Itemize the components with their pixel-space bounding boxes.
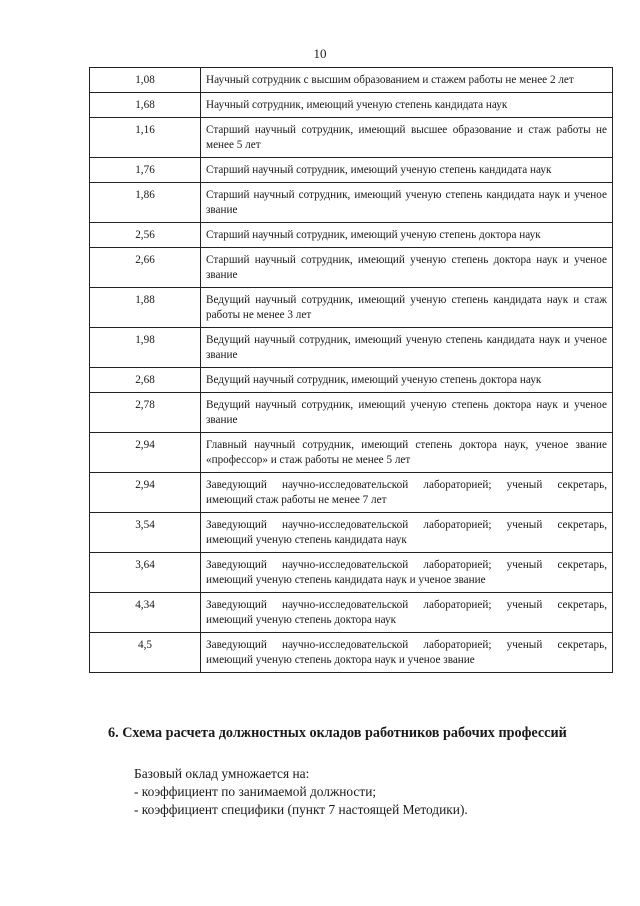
coefficient-cell: 2,66 [90,248,201,288]
coefficient-cell: 1,98 [90,328,201,368]
section-heading: 6. Схема расчета должностных окладов работников рабочих профессий [108,725,567,741]
table-row [90,553,613,593]
coefficient-cell: 1,88 [90,288,201,328]
position-cell: Ведущий научный сотрудник, имеющий ученую степень доктора наук и ученое звание [201,393,613,433]
table-row [90,118,613,158]
position-cell: Заведующий научно-исследовательской лабораторией; ученый секретарь, имеющий ученую степень доктора наук [201,593,613,633]
body-line: - коэффициент по занимаемой должности; [134,784,377,799]
position-cell: Научный сотрудник, имеющий ученую степень кандидата наук [201,93,613,118]
table-row [90,288,613,328]
position-cell: Старший научный сотрудник, имеющий ученую степень кандидата наук [201,158,613,183]
coefficient-cell: 2,68 [90,368,201,393]
position-cell: Старший научный сотрудник, имеющий высшее образование и стаж работы не менее 5 лет [201,118,613,158]
table-row [90,633,613,673]
coefficient-cell: 3,64 [90,553,201,593]
page-number: 10 [313,46,327,61]
position-cell: Научный сотрудник с высшим образованием и стажем работы не менее 2 лет [201,68,613,93]
table-row [90,68,613,93]
position-cell: Старший научный сотрудник, имеющий ученую степень доктора наук и ученое звание [201,248,613,288]
table-row [90,248,613,288]
table-row [90,593,613,633]
table-row [90,433,613,473]
coefficient-cell: 1,86 [90,183,201,223]
table-row [90,368,613,393]
position-cell: Заведующий научно-исследовательской лабораторией; ученый секретарь, имеющий стаж работы не менее 7 лет [201,473,613,513]
table-row [90,183,613,223]
coefficient-cell: 2,78 [90,393,201,433]
coefficient-cell: 1,08 [90,68,201,93]
table-row [90,513,613,553]
body-line: - коэффициент специфики (пункт 7 настоящей Методики). [134,802,468,817]
table-row [90,93,613,118]
coefficient-cell: 1,76 [90,158,201,183]
coefficient-cell: 1,16 [90,118,201,158]
coefficient-cell: 4,34 [90,593,201,633]
position-cell: Заведующий научно-исследовательской лабораторией; ученый секретарь, имеющий ученую степень доктора наук и ученое звание [201,633,613,673]
table-row [90,223,613,248]
section-body [134,765,614,819]
coefficient-table [89,67,613,673]
coefficient-cell: 1,68 [90,93,201,118]
position-cell: Ведущий научный сотрудник, имеющий ученую степень доктора наук [201,368,613,393]
position-cell: Главный научный сотрудник, имеющий степень доктора наук, ученое звание «профессор» и стаж работы не менее 5 лет [201,433,613,473]
position-cell: Старший научный сотрудник, имеющий ученую степень кандидата наук и ученое звание [201,183,613,223]
position-cell: Заведующий научно-исследовательской лабораторией; ученый секретарь, имеющий ученую степень кандидата наук и ученое звание [201,553,613,593]
body-line: Базовый оклад умножается на: [134,766,310,781]
position-cell: Ведущий научный сотрудник, имеющий ученую степень кандидата наук и ученое звание [201,328,613,368]
position-cell: Заведующий научно-исследовательской лабораторией; ученый секретарь, имеющий ученую степень кандидата наук [201,513,613,553]
table-row [90,328,613,368]
table-row [90,473,613,513]
coefficient-cell: 2,94 [90,473,201,513]
table-row [90,158,613,183]
coefficient-cell: 4,5 [90,633,201,673]
position-cell: Старший научный сотрудник, имеющий ученую степень доктора наук [201,223,613,248]
coefficient-cell: 2,94 [90,433,201,473]
coefficient-cell: 2,56 [90,223,201,248]
position-cell: Ведущий научный сотрудник, имеющий ученую степень кандидата наук и стаж работы не менее 3 лет [201,288,613,328]
coefficient-cell: 3,54 [90,513,201,553]
table-row [90,393,613,433]
